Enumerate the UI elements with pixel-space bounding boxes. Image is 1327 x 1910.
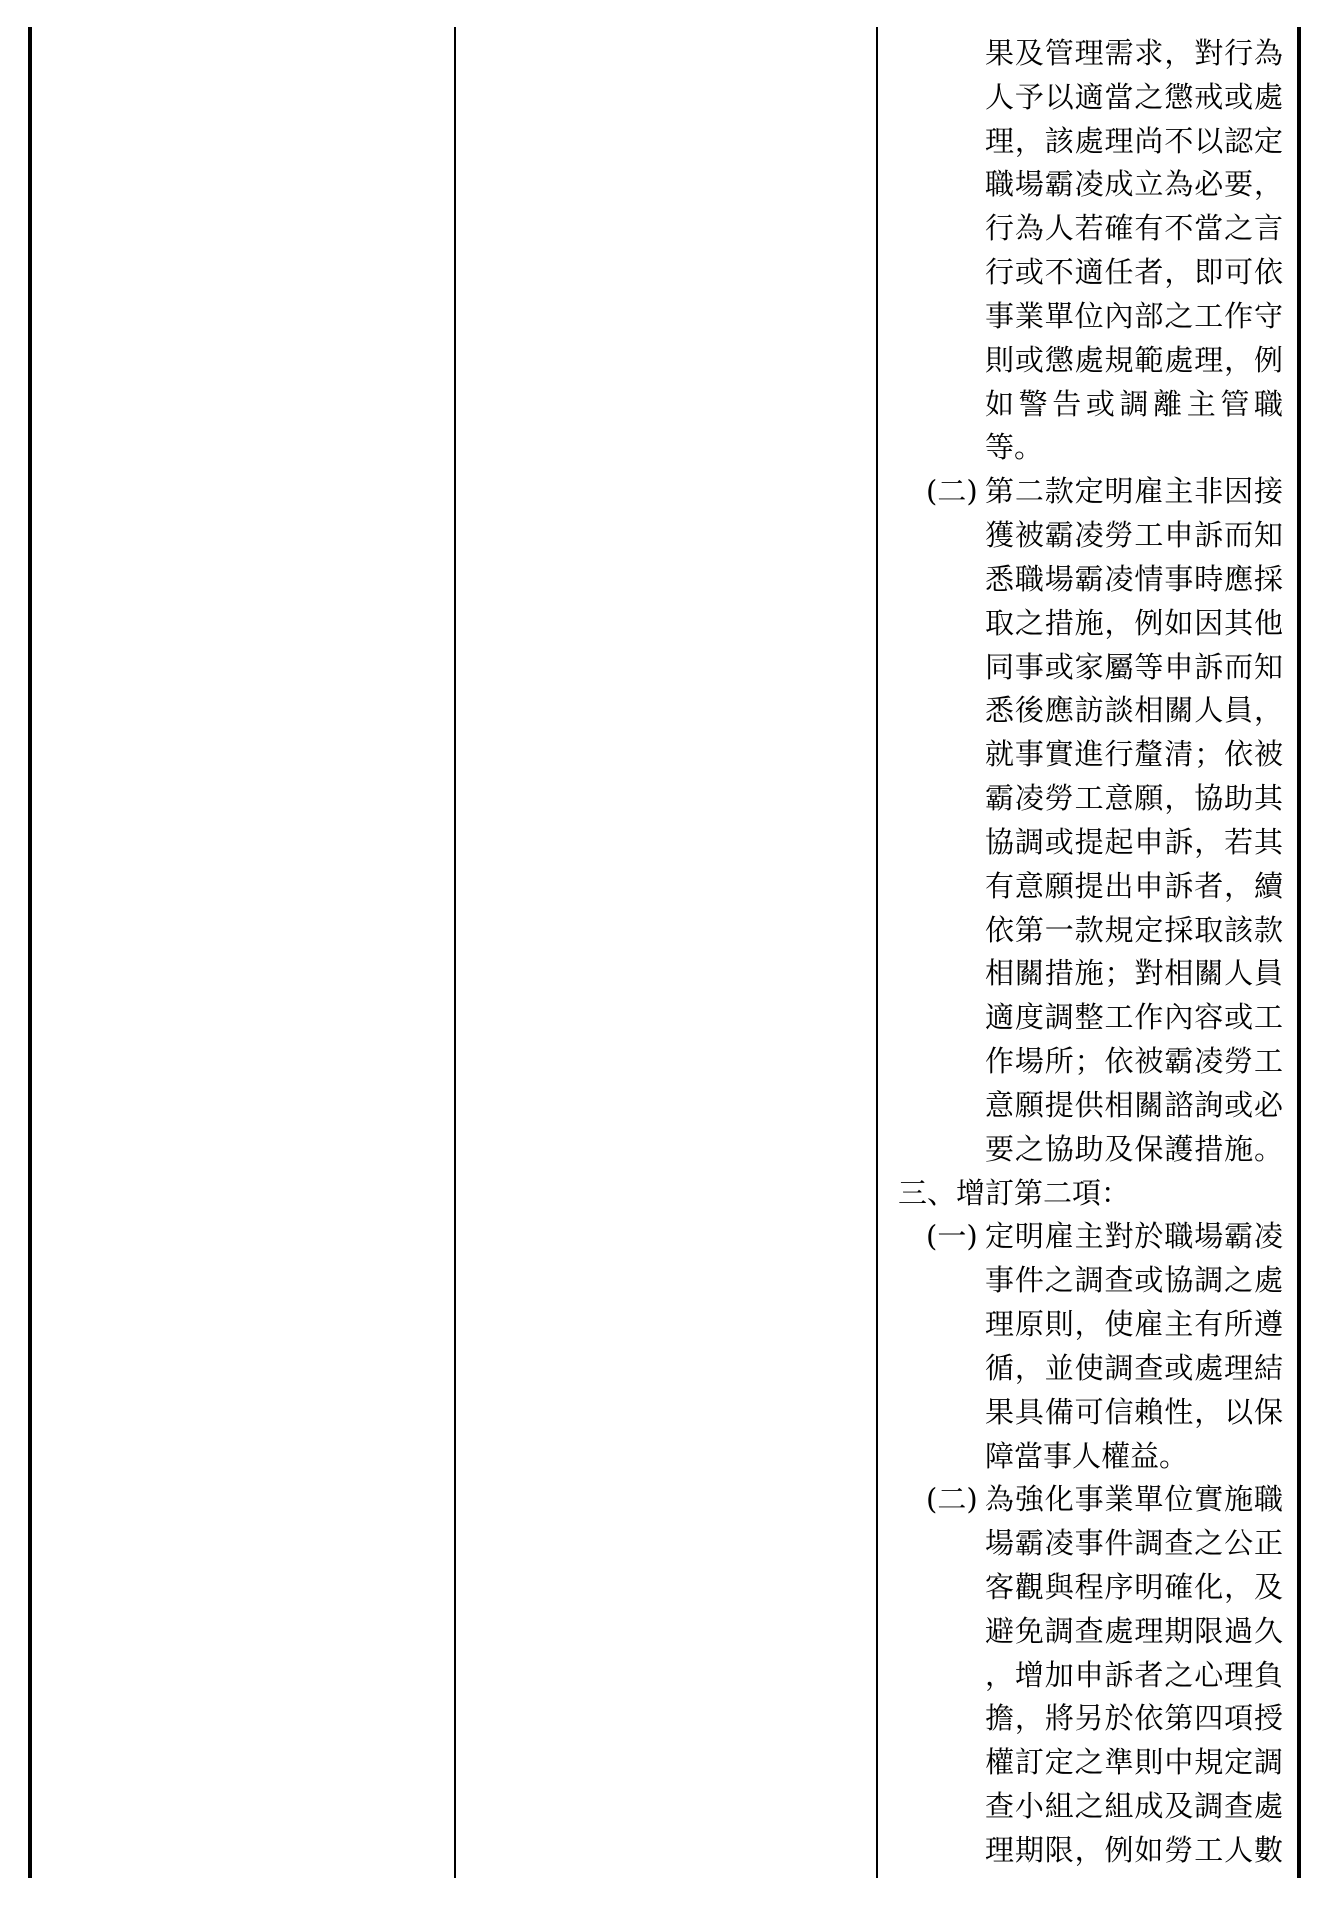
text-line: 客觀與程序明確化，及 — [985, 1569, 1283, 1604]
text-line: 取之措施，例如因其他 — [985, 605, 1283, 640]
text-line: 擔，將另於依第四項授 — [985, 1701, 1283, 1736]
text-line: 事業單位內部之工作守 — [985, 298, 1283, 333]
explanation-text — [898, 32, 1290, 1873]
text-line: 同事或家屬等申訴而知 — [985, 649, 1283, 684]
item-label: (二) — [926, 1482, 978, 1517]
text-line: 職場霸凌成立為必要， — [985, 167, 1283, 202]
text-line: 依第一款規定採取該款 — [985, 912, 1283, 947]
continuation-paragraph — [898, 32, 1290, 470]
text-line: 理期限，例如勞工人數 — [985, 1832, 1283, 1867]
text-line: 查小組之組成及調查處 — [985, 1789, 1283, 1824]
text-line: 意願提供相關諮詢或必 — [985, 1087, 1283, 1122]
text-line: 事件之調查或協調之處 — [985, 1263, 1283, 1298]
list-item — [898, 1215, 1290, 1478]
text-line: 果及管理需求，對行為 — [985, 36, 1283, 70]
text-line: 則或懲處規範處理，例 — [985, 342, 1283, 377]
text-line: 悉職場霸凌情事時應採 — [985, 561, 1283, 596]
text-line: 人予以適當之懲戒或處 — [985, 79, 1283, 114]
table-explanation-cell — [878, 27, 1297, 1878]
text-line: 有意願提出申訴者，續 — [985, 868, 1283, 903]
text-line: 相關措施；對相關人員 — [985, 956, 1283, 991]
text-line: 障當事人權益。 — [985, 1438, 1189, 1473]
table-column-2-cell — [456, 27, 876, 1878]
text-line: 理原則，使雇主有所遵 — [985, 1307, 1283, 1342]
text-line: 適度調整工作內容或工 — [985, 1000, 1283, 1035]
section-heading-text: 三、增訂第二項： — [898, 1175, 1131, 1210]
list-item — [898, 1478, 1290, 1872]
text-line: 獲被霸凌勞工申訴而知 — [985, 518, 1283, 553]
item-label: (一) — [926, 1219, 978, 1254]
text-line: 就事實進行釐清；依被 — [985, 737, 1283, 772]
text-line: 協調或提起申訴，若其 — [985, 824, 1283, 859]
text-line: 作場所；依被霸凌勞工 — [985, 1044, 1283, 1079]
section-heading — [898, 1172, 1290, 1216]
table-column-1-cell — [32, 27, 454, 1878]
text-line: 果具備可信賴性，以保 — [985, 1394, 1283, 1429]
text-line: 霸凌勞工意願，協助其 — [985, 781, 1283, 816]
text-line: 要之協助及保護措施。 — [985, 1131, 1283, 1166]
text-line: 為強化事業單位實施職 — [985, 1482, 1283, 1517]
text-line: 行為人若確有不當之言 — [985, 211, 1283, 246]
text-line: 循，並使調查或處理結 — [985, 1350, 1283, 1385]
text-line: 第二款定明雇主非因接 — [985, 474, 1283, 509]
text-line: 避免調查處理期限過久 — [985, 1613, 1283, 1648]
text-line: ，增加申訴者之心理負 — [985, 1657, 1283, 1692]
text-line: 定明雇主對於職場霸凌 — [985, 1219, 1283, 1254]
text-line: 理，該處理尚不以認定 — [985, 123, 1283, 158]
text-line: 等。 — [985, 430, 1044, 465]
text-line: 行或不適任者，即可依 — [985, 255, 1283, 290]
text-line: 場霸凌事件調查之公正 — [985, 1526, 1283, 1561]
text-line: 權訂定之準則中規定調 — [985, 1745, 1283, 1780]
table-right-border — [1297, 27, 1301, 1878]
text-line: 悉後應訪談相關人員， — [985, 693, 1283, 728]
list-item — [898, 470, 1290, 1171]
item-label: (二) — [926, 474, 978, 509]
text-line: 如警告或調離主管職 — [985, 386, 1283, 421]
